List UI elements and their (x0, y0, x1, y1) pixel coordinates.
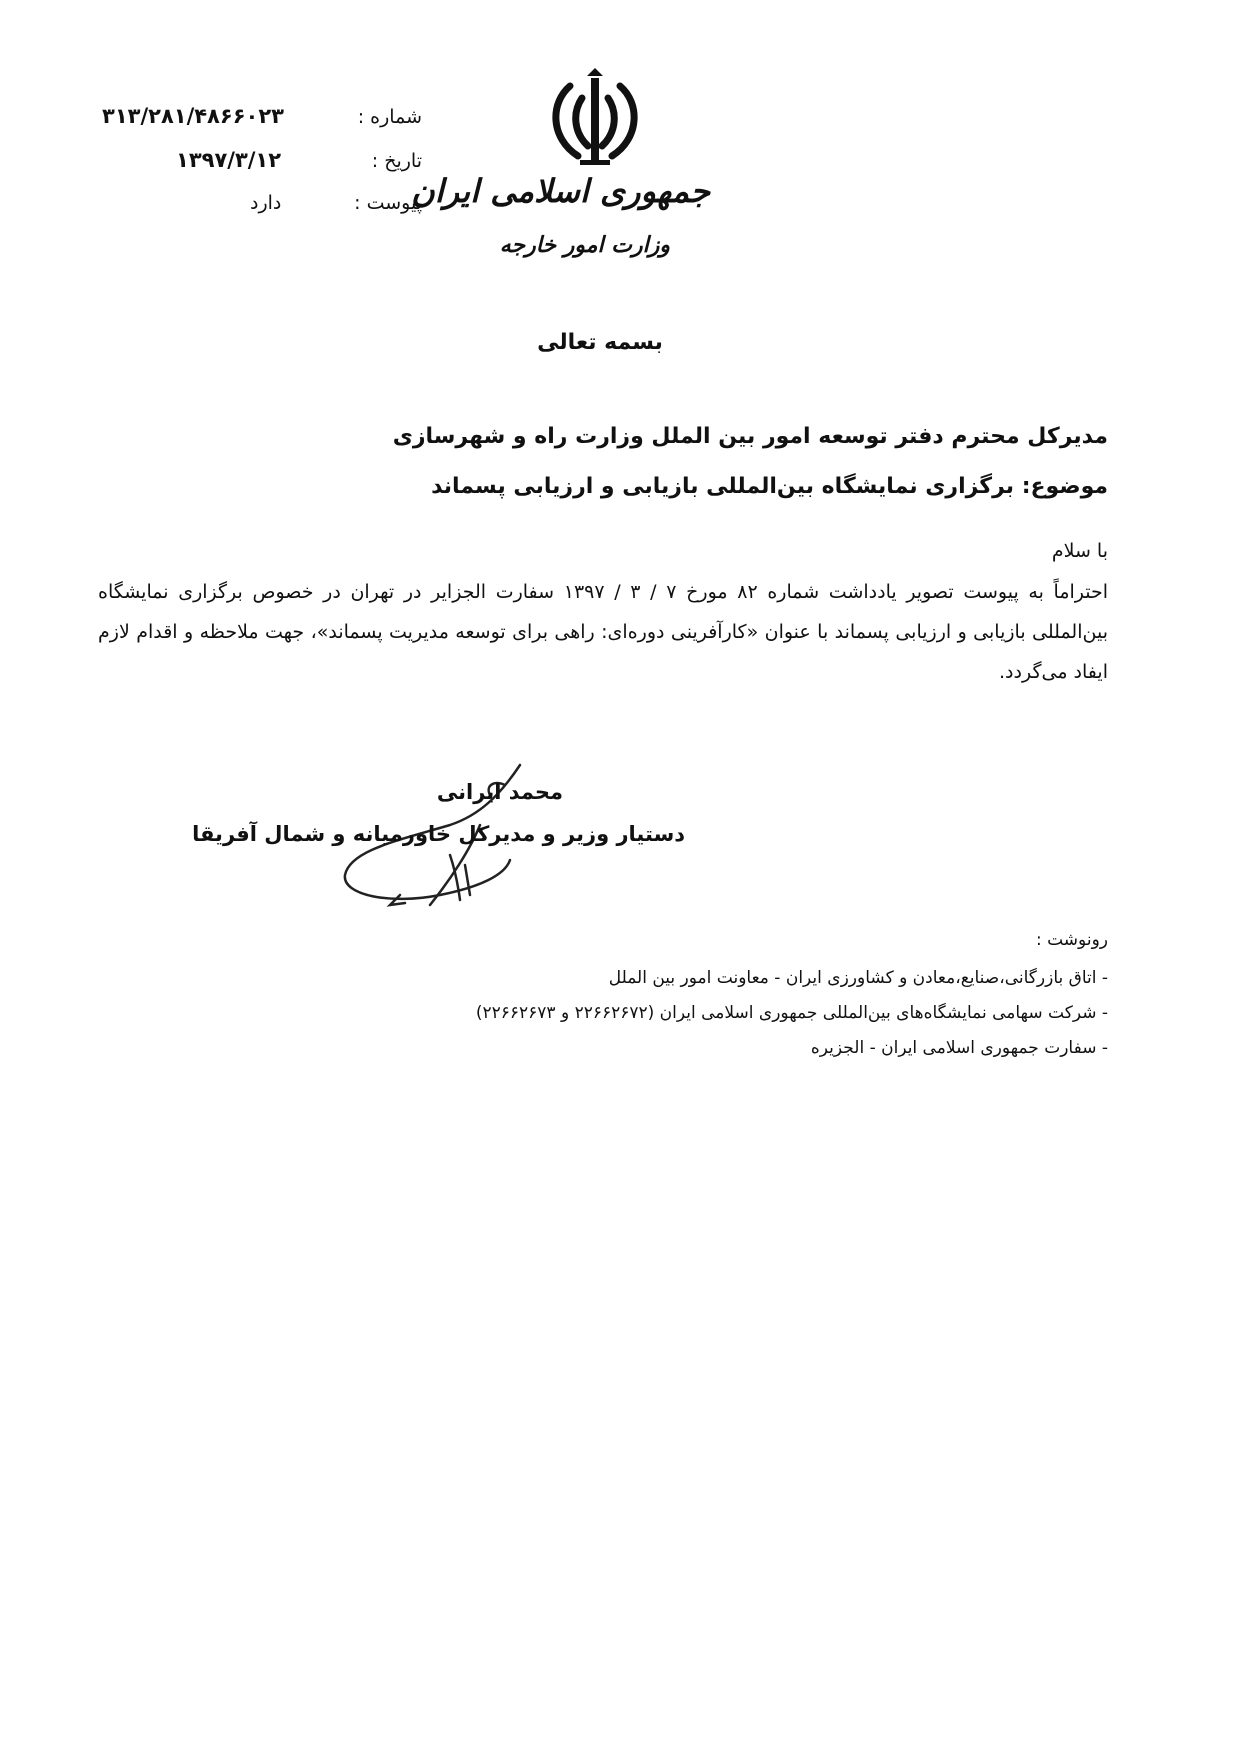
subject: موضوع: برگزاری نمایشگاه بین‌المللی بازیابی و ارزیابی پسماند (431, 474, 1108, 499)
basmala: بسمه تعالی (537, 330, 663, 355)
recipient: مدیرکل محترم دفتر توسعه امور بین الملل وزارت راه و شهرسازی (392, 424, 1108, 449)
letter-body: احتراماً به پیوست تصویر یادداشت شماره ۸۲ مورخ ۷ / ۳ / ۱۳۹۷ سفارت الجزایر در تهران در خصوص برگزاری نمایشگاه بین‌المللی بازیابی و ارزیابی پسماند با عنوان «کارآفرینی دوره‌ای: راهی برای توسعه مدیریت پسماند»، جهت ملاحظه و اقدام لازم ایفاد می‌گردد. (98, 581, 1109, 683)
attachment-value: دارد (250, 192, 282, 214)
number-label: شماره : (357, 106, 422, 128)
greeting: با سلام (1051, 540, 1108, 562)
number-value: ۳۱۳/۲۸۱/۴۸۶۶۰۲۳ (102, 104, 284, 128)
signatory-name: محمد ایرانی (436, 780, 564, 804)
cc-item: - شرکت سهامی نمایشگاه‌های بین‌المللی جمهوری اسلامی ایران (۲۲۶۶۲۶۷۲ و ۲۲۶۶۲۶۷۳) (475, 1003, 1108, 1023)
cc-item: - اتاق بازرگانی،صنایع،معادن و کشاورزی ایران - معاونت امور بین الملل (608, 968, 1108, 988)
attachment-label: پیوست : (354, 192, 422, 214)
emblem-subtitle: وزارت امور خارجه (499, 232, 670, 258)
iran-emblem-icon (540, 68, 650, 168)
emblem-title: جمهوری اسلامی ایران (411, 172, 710, 210)
date-value: ۱۳۹۷/۳/۱۲ (176, 148, 282, 172)
cc-label: رونوشت : (1035, 930, 1108, 950)
signatory-title: دستیار وزیر و مدیرکل خاورمیانه و شمال آفریقا (192, 822, 685, 846)
cc-item: - سفارت جمهوری اسلامی ایران - الجزیره (810, 1038, 1108, 1058)
date-label: تاریخ : (371, 150, 422, 172)
